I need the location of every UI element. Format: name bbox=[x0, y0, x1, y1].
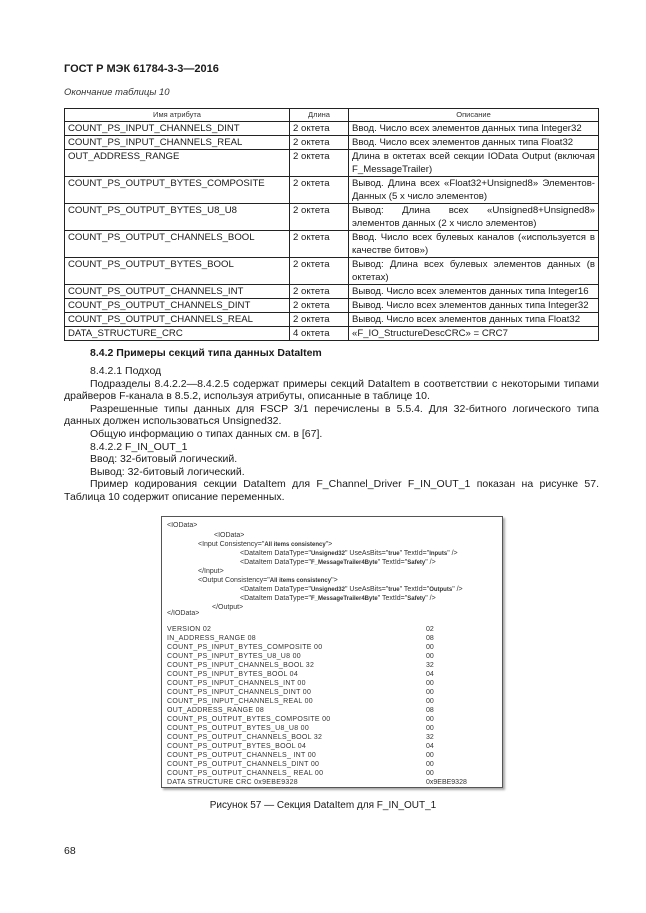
paragraph: Ввод: 32-битовый логический. bbox=[90, 453, 238, 466]
figure-data-label: COUNT_PS_INPUT_CHANNELS_REAL 00 bbox=[167, 697, 313, 705]
attribute-length: 2 октета bbox=[290, 258, 349, 285]
figure-data-label: COUNT_PS_OUTPUT_CHANNELS_DINT 00 bbox=[167, 760, 320, 768]
figure-caption: Рисунок 57 — Секция DataItem для F_IN_OUT_1 bbox=[209, 799, 437, 811]
attribute-name: COUNT_PS_OUTPUT_CHANNELS_REAL bbox=[65, 313, 290, 327]
xml-line: <IOData> bbox=[167, 521, 198, 529]
page-number: 68 bbox=[64, 844, 76, 857]
xml-line: <DataItem DataType="F_MessageTrailer4Byte" TextId="Safety" /> bbox=[240, 594, 436, 602]
paragraph: Подразделы 8.4.2.2—8.4.2.5 содержат примеры секций DataItem в соответствии с некоторыми типами драйверов F-канала в 8.5.2, используя атрибуты, описанные в таблице 10. bbox=[64, 377, 599, 403]
table-row bbox=[65, 258, 599, 285]
attribute-description: «F_IO_StructureDescCRC» = CRC7 bbox=[349, 327, 599, 341]
table-caption: Окончание таблицы 10 bbox=[64, 87, 170, 98]
paragraph: 8.4.2.1 Подход bbox=[90, 365, 162, 377]
attribute-name: COUNT_PS_OUTPUT_BYTES_U8_U8 bbox=[65, 204, 290, 231]
xml-line: <DataItem DataType="Unsigned32" UseAsBits="true" TextId="Outputs" /> bbox=[240, 585, 463, 593]
attribute-length: 2 октета bbox=[290, 299, 349, 313]
table-row bbox=[65, 204, 599, 231]
xml-line: <IOData> bbox=[214, 531, 245, 539]
attribute-name: COUNT_PS_OUTPUT_BYTES_COMPOSITE bbox=[65, 177, 290, 204]
figure-data-value: 00 bbox=[426, 679, 434, 687]
attribute-description: Вывод: Длина всех булевых элементов данных (в октетах) bbox=[349, 258, 599, 285]
document-header: ГОСТ Р МЭК 61784-3-3—2016 bbox=[64, 63, 219, 75]
table-row bbox=[65, 231, 599, 258]
figure-data-label: COUNT_PS_OUTPUT_CHANNELS_ INT 00 bbox=[167, 751, 317, 759]
attribute-description: Вывод. Длина всех «Float32+Unsigned8» Элементов-Данных (5 x число элементов) bbox=[349, 177, 599, 204]
paragraph: 8.4.2.2 F_IN_OUT_1 bbox=[90, 440, 188, 453]
xml-line: <DataItem DataType="Unsigned32" UseAsBits="true" TextId="Inputs" /> bbox=[240, 549, 458, 557]
column-header: Имя атрибута bbox=[65, 109, 290, 122]
attribute-name: COUNT_PS_OUTPUT_BYTES_BOOL bbox=[65, 258, 290, 285]
figure-data-label: COUNT_PS_OUTPUT_CHANNELS_ REAL 00 bbox=[167, 769, 324, 777]
attribute-length: 2 октета bbox=[290, 204, 349, 231]
figure-data-value: 00 bbox=[426, 724, 434, 732]
figure-data-label: COUNT_PS_OUTPUT_BYTES_BOOL 04 bbox=[167, 742, 307, 750]
table-row bbox=[65, 299, 599, 313]
figure-data-label: COUNT_PS_INPUT_CHANNELS_BOOL 32 bbox=[167, 661, 315, 669]
figure-data-value: 32 bbox=[426, 661, 434, 669]
table-row bbox=[65, 313, 599, 327]
attribute-description: Ввод. Число всех булевых каналов («используется в качестве битов») bbox=[349, 231, 599, 258]
paragraph: Разрешенные типы данных для FSCP 3/1 перечислены в 5.5.4. Для 32-битного логического типа данных должен использоваться Unsigned32. bbox=[64, 402, 599, 428]
paragraph: Общую информацию о типах данных см. в [67]. bbox=[90, 427, 323, 440]
figure-data-value: 00 bbox=[426, 652, 434, 660]
column-header: Описание bbox=[349, 109, 599, 122]
attribute-description: Вывод. Число всех элементов данных типа Integer16 bbox=[349, 285, 599, 299]
xml-line: <DataItem DataType="F_MessageTrailer4Byte" TextId="Safety" /> bbox=[240, 558, 436, 566]
table-row bbox=[65, 285, 599, 299]
attribute-description: Вывод: Длина всех «Unsigned8+Unsigned8» элементов данных (2 x число элементов) bbox=[349, 204, 599, 231]
page-content bbox=[64, 108, 599, 857]
figure-data-label: COUNT_PS_INPUT_BYTES_BOOL 04 bbox=[167, 670, 299, 678]
xml-line: <Output Consistency="All items consistency"> bbox=[198, 576, 338, 584]
attribute-name: COUNT_PS_INPUT_CHANNELS_DINT bbox=[65, 122, 290, 136]
paragraph: Вывод: 32-битовый логический. bbox=[90, 465, 245, 478]
figure-data-value: 02 bbox=[426, 625, 434, 633]
figure-data-label: DATA STRUCTURE CRC 0x9EBE9328 bbox=[167, 778, 298, 786]
figure-data-value: 00 bbox=[426, 769, 434, 777]
table-row bbox=[65, 136, 599, 150]
table-row bbox=[65, 327, 599, 341]
figure-data-label: COUNT_PS_INPUT_BYTES_U8_U8 00 bbox=[167, 652, 301, 660]
paragraph: Пример кодирования секции DataItem для F_Channel_Driver F_IN_OUT_1 показан на рисунке 57. Таблица 10 содержит описание переменных. bbox=[64, 478, 599, 503]
xml-line: </Output> bbox=[212, 603, 244, 611]
figure-data-value: 00 bbox=[426, 751, 434, 759]
figure-data-label: COUNT_PS_OUTPUT_BYTES_U8_U8 00 bbox=[167, 724, 310, 732]
xml-line: <Input Consistency="All items consistency"> bbox=[198, 540, 333, 548]
figure-data-label: COUNT_PS_OUTPUT_BYTES_COMPOSITE 00 bbox=[167, 715, 331, 723]
attribute-description: Ввод. Число всех элементов данных типа Float32 bbox=[349, 136, 599, 150]
attribute-description: Длина в октетах всей секции IOData Output (включая F_MessageTrailer) bbox=[349, 150, 599, 177]
figure-data-value: 00 bbox=[426, 697, 434, 705]
figure-data-value: 08 bbox=[426, 706, 434, 714]
attribute-name: OUT_ADDRESS_RANGE bbox=[65, 150, 290, 177]
table-row bbox=[65, 150, 599, 177]
attribute-length: 2 октета bbox=[290, 177, 349, 204]
figure-data-value: 00 bbox=[426, 688, 434, 696]
figure-data-value: 32 bbox=[426, 733, 434, 741]
figure-data-value: 00 bbox=[426, 760, 434, 768]
attribute-length: 2 октета bbox=[290, 231, 349, 258]
figure-data-value: 04 bbox=[426, 670, 434, 678]
figure-data-value: 00 bbox=[426, 715, 434, 723]
figure-data-label: COUNT_PS_OUTPUT_CHANNELS_BOOL 32 bbox=[167, 733, 323, 741]
table-row bbox=[65, 122, 599, 136]
xml-line: </Input> bbox=[198, 567, 224, 575]
figure-data-label: COUNT_PS_INPUT_BYTES_COMPOSITE 00 bbox=[167, 643, 323, 651]
figure-data-label: COUNT_PS_INPUT_CHANNELS_DINT 00 bbox=[167, 688, 312, 696]
table-header-row bbox=[65, 109, 599, 122]
figure-57 bbox=[161, 516, 503, 788]
figure-data-label: VERSION 02 bbox=[167, 625, 212, 633]
figure-data-value: 0x9EBE9328 bbox=[426, 778, 467, 786]
attribute-name: DATA_STRUCTURE_CRC bbox=[65, 327, 290, 341]
figure-data-value: 04 bbox=[426, 742, 434, 750]
attribute-length: 2 октета bbox=[290, 150, 349, 177]
attribute-description: Вывод. Число всех элементов данных типа Float32 bbox=[349, 313, 599, 327]
figure-data-label: IN_ADDRESS_RANGE 08 bbox=[167, 634, 256, 642]
attribute-description: Вывод. Число всех элементов данных типа Integer32 bbox=[349, 299, 599, 313]
attribute-name: COUNT_PS_OUTPUT_CHANNELS_BOOL bbox=[65, 231, 290, 258]
attribute-length: 2 октета bbox=[290, 313, 349, 327]
xml-line: </IOData> bbox=[167, 609, 200, 617]
table-row bbox=[65, 177, 599, 204]
figure-data-value: 00 bbox=[426, 643, 434, 651]
attribute-length: 2 октета bbox=[290, 285, 349, 299]
column-header: Длина bbox=[290, 109, 349, 122]
section-heading: 8.4.2 Примеры секций типа данных DataItem bbox=[90, 347, 322, 359]
attribute-length: 2 октета bbox=[290, 122, 349, 136]
attribute-name: COUNT_PS_OUTPUT_CHANNELS_DINT bbox=[65, 299, 290, 313]
figure-data-label: OUT_ADDRESS_RANGE 08 bbox=[167, 706, 265, 714]
figure-data-value: 08 bbox=[426, 634, 434, 642]
figure-data-label: COUNT_PS_INPUT_CHANNELS_INT 00 bbox=[167, 679, 306, 687]
attribute-description: Ввод. Число всех элементов данных типа Integer32 bbox=[349, 122, 599, 136]
body-text bbox=[64, 365, 599, 504]
attribute-length: 4 октета bbox=[290, 327, 349, 341]
attribute-name: COUNT_PS_INPUT_CHANNELS_REAL bbox=[65, 136, 290, 150]
attributes-table bbox=[64, 108, 599, 341]
attribute-length: 2 октета bbox=[290, 136, 349, 150]
attribute-name: COUNT_PS_OUTPUT_CHANNELS_INT bbox=[65, 285, 290, 299]
